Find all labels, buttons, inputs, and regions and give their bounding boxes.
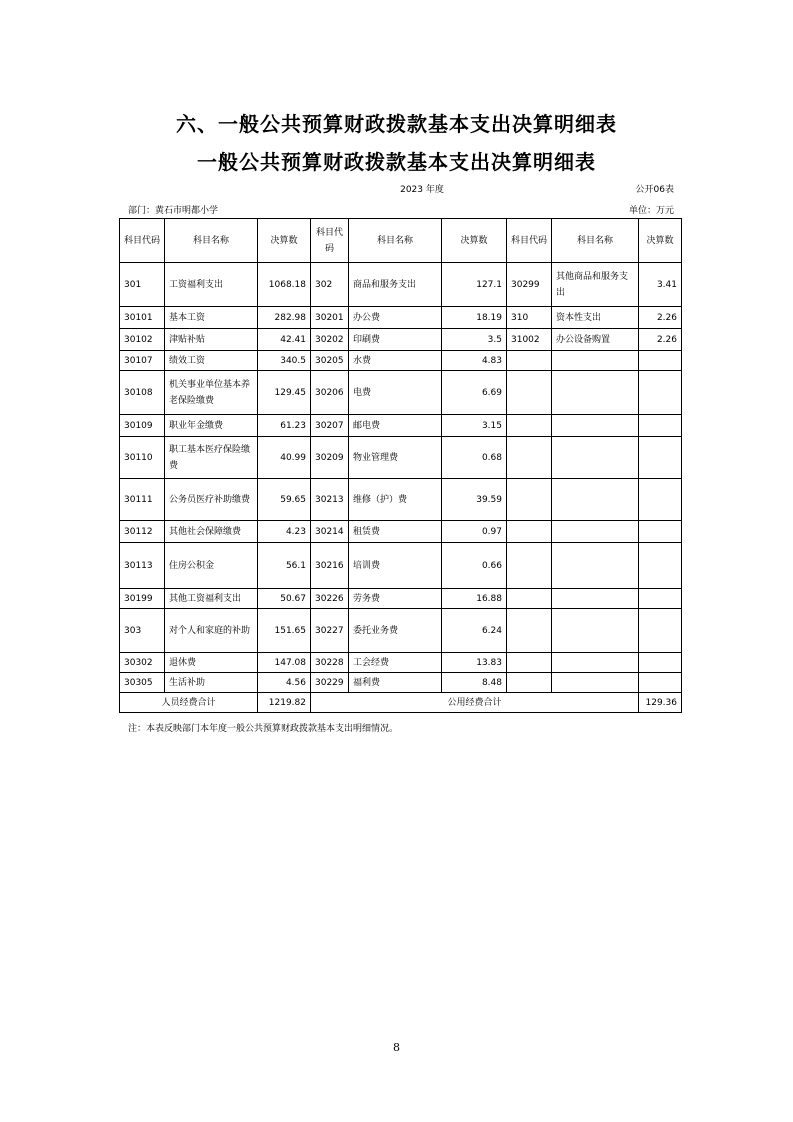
- cell-code-3: 31002: [507, 329, 552, 351]
- cell-amount-1: 1068.18: [258, 263, 311, 307]
- cell-name-2: 工会经费: [349, 653, 442, 673]
- cell-name-2: 委托业务费: [349, 609, 442, 653]
- form-number: 公开06表: [635, 185, 674, 195]
- cell-code-1: 30113: [120, 543, 165, 589]
- cell-amount-3: [639, 589, 682, 609]
- header-row: [120, 219, 682, 263]
- table-row: [120, 263, 682, 307]
- cell-code-1: 30110: [120, 437, 165, 479]
- cell-name-3: [552, 479, 639, 521]
- cell-name-3: [552, 589, 639, 609]
- table-row: [120, 329, 682, 351]
- cell-code-1: 30111: [120, 479, 165, 521]
- cell-amount-3: [639, 673, 682, 693]
- cell-amount-3: [639, 653, 682, 673]
- year-label: 2023 年度: [400, 185, 444, 195]
- cell-name-3: [552, 351, 639, 371]
- cell-code-2: 302: [311, 263, 349, 307]
- cell-amount-2: 6.69: [442, 371, 507, 415]
- cell-code-3: [507, 415, 552, 437]
- cell-name-1: 退休费: [165, 653, 258, 673]
- cell-code-1: 30109: [120, 415, 165, 437]
- table-row: [120, 307, 682, 329]
- cell-code-1: 30302: [120, 653, 165, 673]
- cell-code-3: 30299: [507, 263, 552, 307]
- table-row: [120, 521, 682, 543]
- cell-name-1: 基本工资: [165, 307, 258, 329]
- unit-label: 单位：万元: [628, 206, 674, 216]
- header-name-1: 科目名称: [165, 219, 258, 263]
- cell-name-3: [552, 521, 639, 543]
- cell-name-2: 劳务费: [349, 589, 442, 609]
- cell-code-2: 30213: [311, 479, 349, 521]
- table-row: [120, 415, 682, 437]
- cell-amount-1: 4.56: [258, 673, 311, 693]
- cell-amount-1: 61.23: [258, 415, 311, 437]
- cell-amount-2: 3.5: [442, 329, 507, 351]
- header-name-2: 科目名称: [349, 219, 442, 263]
- cell-name-2: 办公费: [349, 307, 442, 329]
- expenditure-table: [119, 218, 682, 713]
- cell-amount-3: 3.41: [639, 263, 682, 307]
- cell-name-1: 公务员医疗补助缴费: [165, 479, 258, 521]
- cell-amount-1: 340.5: [258, 351, 311, 371]
- header-amount-3: 决算数: [639, 219, 682, 263]
- table-row: [120, 673, 682, 693]
- personnel-total-label: 人员经费合计: [120, 693, 258, 713]
- cell-code-3: [507, 653, 552, 673]
- cell-amount-1: 4.23: [258, 521, 311, 543]
- table-row: [120, 479, 682, 521]
- cell-code-1: 30102: [120, 329, 165, 351]
- cell-code-3: [507, 589, 552, 609]
- cell-amount-2: 6.24: [442, 609, 507, 653]
- cell-name-2: 印刷费: [349, 329, 442, 351]
- cell-name-2: 培训费: [349, 543, 442, 589]
- cell-name-2: 水费: [349, 351, 442, 371]
- personnel-total-amount: 1219.82: [258, 693, 311, 713]
- cell-amount-2: 0.97: [442, 521, 507, 543]
- cell-amount-2: 3.15: [442, 415, 507, 437]
- cell-name-1: 工资福利支出: [165, 263, 258, 307]
- cell-name-1: 职业年金缴费: [165, 415, 258, 437]
- cell-code-2: 30202: [311, 329, 349, 351]
- table-row: [120, 609, 682, 653]
- cell-name-1: 其他工资福利支出: [165, 589, 258, 609]
- public-total-label: 公用经费合计: [311, 693, 639, 713]
- cell-amount-1: 129.45: [258, 371, 311, 415]
- cell-amount-3: [639, 521, 682, 543]
- cell-name-2: 福利费: [349, 673, 442, 693]
- cell-name-1: 绩效工资: [165, 351, 258, 371]
- cell-name-1: 对个人和家庭的补助: [165, 609, 258, 653]
- cell-name-1: 机关事业单位基本养老保险缴费: [165, 371, 258, 415]
- cell-amount-3: [639, 479, 682, 521]
- cell-amount-2: 16.88: [442, 589, 507, 609]
- cell-name-1: 津贴补贴: [165, 329, 258, 351]
- totals-row: [120, 693, 682, 713]
- cell-amount-2: 13.83: [442, 653, 507, 673]
- cell-code-3: [507, 521, 552, 543]
- cell-code-2: 30227: [311, 609, 349, 653]
- cell-name-3: [552, 673, 639, 693]
- header-amount-2: 决算数: [442, 219, 507, 263]
- cell-code-3: [507, 609, 552, 653]
- cell-name-1: 生活补助: [165, 673, 258, 693]
- cell-code-3: [507, 437, 552, 479]
- cell-name-2: 邮电费: [349, 415, 442, 437]
- cell-amount-1: 56.1: [258, 543, 311, 589]
- page-number: 8: [393, 1041, 400, 1054]
- cell-code-3: [507, 479, 552, 521]
- cell-name-3: [552, 653, 639, 673]
- cell-code-2: 30207: [311, 415, 349, 437]
- cell-code-2: 30206: [311, 371, 349, 415]
- table-row: [120, 371, 682, 415]
- cell-code-1: 30101: [120, 307, 165, 329]
- cell-amount-2: 0.68: [442, 437, 507, 479]
- cell-name-2: 商品和服务支出: [349, 263, 442, 307]
- cell-name-3: 资本性支出: [552, 307, 639, 329]
- cell-code-2: 30209: [311, 437, 349, 479]
- cell-name-1: 其他社会保障缴费: [165, 521, 258, 543]
- cell-code-3: [507, 371, 552, 415]
- cell-amount-1: 50.67: [258, 589, 311, 609]
- cell-name-3: [552, 371, 639, 415]
- cell-amount-1: 147.08: [258, 653, 311, 673]
- page-title: 六、一般公共预算财政拨款基本支出决算明细表: [176, 112, 617, 136]
- cell-amount-2: 18.19: [442, 307, 507, 329]
- table-row: [120, 437, 682, 479]
- cell-amount-3: [639, 437, 682, 479]
- table-title: 一般公共预算财政拨款基本支出决算明细表: [197, 150, 596, 174]
- header-code-1: 科目代码: [120, 219, 165, 263]
- cell-name-2: 物业管理费: [349, 437, 442, 479]
- cell-amount-3: [639, 351, 682, 371]
- cell-name-1: 职工基本医疗保险缴费: [165, 437, 258, 479]
- header-amount-1: 决算数: [258, 219, 311, 263]
- cell-code-1: 30112: [120, 521, 165, 543]
- cell-amount-2: 8.48: [442, 673, 507, 693]
- cell-name-3: [552, 437, 639, 479]
- cell-code-1: 303: [120, 609, 165, 653]
- department-label: 部门：黄石市明都小学: [128, 206, 219, 216]
- table-note: 注：本表反映部门本年度一般公共预算财政拨款基本支出明细情况。: [128, 724, 399, 734]
- table-row: [120, 589, 682, 609]
- cell-name-2: 维修（护）费: [349, 479, 442, 521]
- cell-code-1: 30108: [120, 371, 165, 415]
- cell-amount-3: [639, 415, 682, 437]
- header-name-3: 科目名称: [552, 219, 639, 263]
- cell-code-2: 30226: [311, 589, 349, 609]
- cell-code-3: [507, 673, 552, 693]
- cell-code-2: 30229: [311, 673, 349, 693]
- cell-code-3: 310: [507, 307, 552, 329]
- header-code-3: 科目代码: [507, 219, 552, 263]
- cell-amount-1: 282.98: [258, 307, 311, 329]
- cell-code-1: 30199: [120, 589, 165, 609]
- cell-amount-1: 59.65: [258, 479, 311, 521]
- cell-amount-1: 42.41: [258, 329, 311, 351]
- cell-code-2: 30205: [311, 351, 349, 371]
- cell-name-2: 电费: [349, 371, 442, 415]
- cell-name-3: [552, 609, 639, 653]
- cell-name-3: 办公设备购置: [552, 329, 639, 351]
- cell-code-1: 30107: [120, 351, 165, 371]
- header-code-2: 科目代码: [311, 219, 349, 263]
- cell-code-1: 301: [120, 263, 165, 307]
- cell-code-1: 30305: [120, 673, 165, 693]
- cell-name-1: 住房公积金: [165, 543, 258, 589]
- cell-amount-3: [639, 371, 682, 415]
- table-row: [120, 653, 682, 673]
- cell-code-2: 30214: [311, 521, 349, 543]
- cell-amount-1: 40.99: [258, 437, 311, 479]
- cell-amount-2: 4.83: [442, 351, 507, 371]
- table-row: [120, 351, 682, 371]
- cell-amount-3: 2.26: [639, 307, 682, 329]
- public-total-amount: 129.36: [639, 693, 682, 713]
- cell-amount-3: [639, 543, 682, 589]
- cell-name-2: 租赁费: [349, 521, 442, 543]
- cell-code-2: 30216: [311, 543, 349, 589]
- cell-amount-1: 151.65: [258, 609, 311, 653]
- cell-amount-2: 39.59: [442, 479, 507, 521]
- cell-code-2: 30228: [311, 653, 349, 673]
- cell-amount-3: 2.26: [639, 329, 682, 351]
- cell-code-3: [507, 543, 552, 589]
- cell-name-3: [552, 543, 639, 589]
- cell-amount-2: 0.66: [442, 543, 507, 589]
- cell-code-3: [507, 351, 552, 371]
- cell-name-3: 其他商品和服务支出: [552, 263, 639, 307]
- cell-amount-3: [639, 609, 682, 653]
- cell-code-2: 30201: [311, 307, 349, 329]
- cell-name-3: [552, 415, 639, 437]
- cell-amount-2: 127.1: [442, 263, 507, 307]
- table-row: [120, 543, 682, 589]
